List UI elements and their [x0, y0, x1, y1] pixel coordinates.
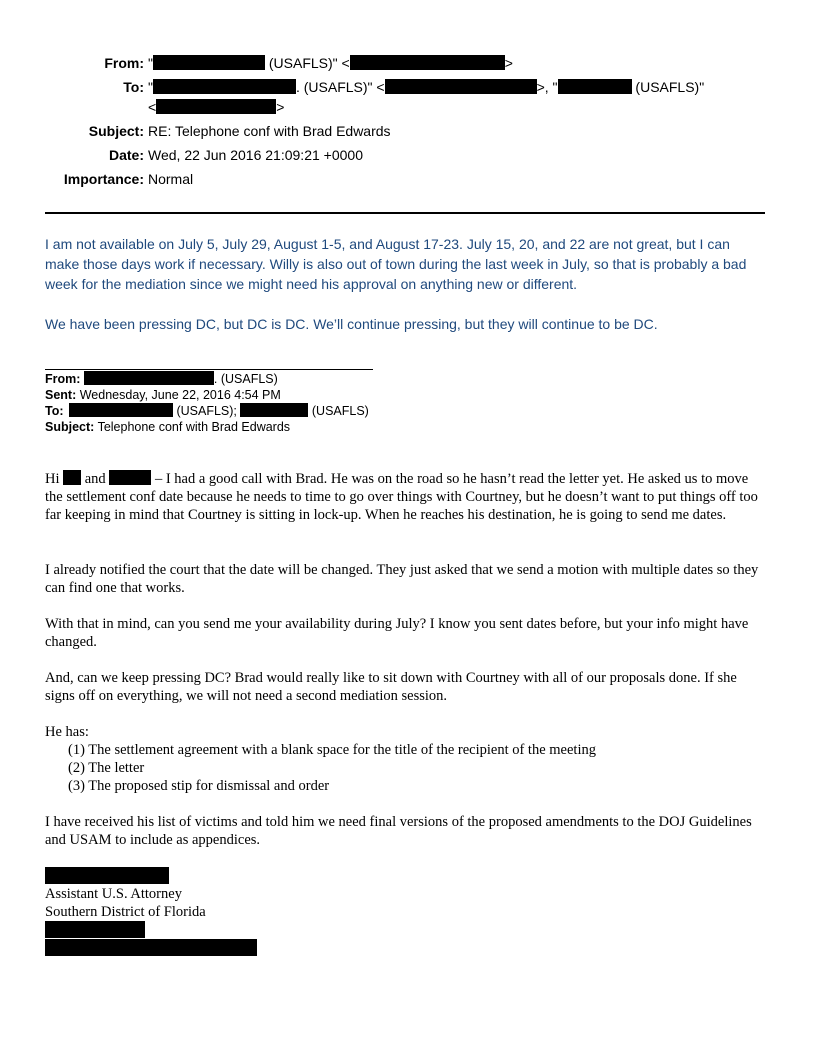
redaction-block — [45, 939, 257, 956]
body-paragraph-4: And, can we keep pressing DC? Brad would really like to sit down with Courtney with all of our proposals done. If she signs off on everything, we will not need a second mediation session. — [45, 670, 737, 704]
redaction-block — [109, 470, 151, 485]
forward-sent-value: Wednesday, June 22, 2016 4:54 PM — [79, 388, 281, 402]
header-to-row-2 — [0, 99, 780, 117]
reply-paragraph-2: We have been pressing DC, but DC is DC. We’ll continue pressing, but they will continue to be DC. — [45, 316, 658, 332]
redaction-block — [63, 470, 81, 485]
redaction-block — [350, 55, 505, 70]
signature-district: Southern District of Florida — [45, 904, 206, 920]
from-label: From: — [104, 55, 144, 71]
redaction-block — [240, 403, 308, 417]
forward-to-label: To: — [45, 404, 64, 418]
reply-paragraph-1: I am not available on July 5, July 29, August 1-5, and August 17-23. July 15, 20, and 22 are not great, but I can make those days work if necessary. Willy is also out of town during the last week in July, so that is probably a bad week for the mediation since we might need his approval on anything new or different. — [45, 236, 747, 292]
from-value: " (USAFLS)" < > — [148, 55, 513, 71]
header-to-row — [0, 79, 780, 97]
header-divider — [45, 212, 765, 214]
item-list — [68, 741, 596, 795]
subject-label: Subject: — [88, 123, 144, 139]
importance-value: Normal — [148, 171, 194, 187]
to-value: " . (USAFLS)" < >, " (USAFLS)" — [148, 79, 705, 95]
header-subject-row — [0, 123, 780, 141]
header-from-row — [0, 55, 780, 73]
list-item: (3) The proposed stip for dismissal and order — [68, 778, 330, 794]
redaction-block — [84, 371, 214, 385]
forward-from-label: From: — [45, 372, 81, 386]
body-paragraph-2: I already notified the court that the date will be changed. They just asked that we send a motion with multiple dates so they can find one that works. — [45, 562, 759, 596]
forward-subject-row — [45, 419, 290, 435]
to-value-continued: < > — [148, 99, 285, 115]
header-importance-row — [0, 171, 780, 189]
redaction-block — [558, 79, 632, 94]
forward-sent-row — [45, 387, 281, 403]
forward-subject-label: Subject: — [45, 420, 95, 434]
redaction-block — [156, 99, 276, 114]
forward-divider — [45, 369, 373, 370]
body-paragraph-1: Hi and – I had a good call with Brad. He was on the road so he hasn’t read the letter yet. He asked us to move the settlement conf date because he needs to time to go over things with Courtney, but he doesn’t want to put things off too far keeping in mind that Courtney is sitting in lock-up. When he reaches his destination, he is going to send me dates. — [45, 471, 758, 523]
to-label: To: — [123, 79, 144, 95]
subject-value: RE: Telephone conf with Brad Edwards — [148, 123, 391, 139]
redaction-block — [45, 921, 145, 938]
body-paragraph-3: With that in mind, can you send me your availability during July? I know you sent dates before, but your info might have changed. — [45, 616, 749, 650]
list-item: (2) The letter — [68, 760, 145, 776]
forward-to-row: To: (USAFLS); (USAFLS) — [45, 404, 369, 418]
body-paragraph-5: He has: — [45, 724, 89, 740]
redaction-block — [385, 79, 537, 94]
signature-title: Assistant U.S. Attorney — [45, 886, 182, 902]
redaction-block — [153, 55, 265, 70]
date-label: Date: — [108, 147, 144, 163]
list-item: (1) The settlement agreement with a blank space for the title of the recipient of the meeting — [68, 742, 596, 758]
forward-subject-value: Telephone conf with Brad Edwards — [97, 420, 291, 434]
redaction-block — [45, 867, 169, 884]
forward-from-row: From: . (USAFLS) — [45, 372, 278, 386]
forward-sent-label: Sent: — [45, 388, 77, 402]
body-paragraph-6: I have received his list of victims and told him we need final versions of the proposed amendments to the DOJ Guidelines and USAM to include as appendices. — [45, 814, 752, 848]
header-date-row — [0, 147, 780, 165]
redaction-block — [69, 403, 173, 417]
redaction-block — [153, 79, 296, 94]
importance-label: Importance: — [63, 171, 144, 187]
date-value: Wed, 22 Jun 2016 21:09:21 +0000 — [148, 147, 363, 163]
